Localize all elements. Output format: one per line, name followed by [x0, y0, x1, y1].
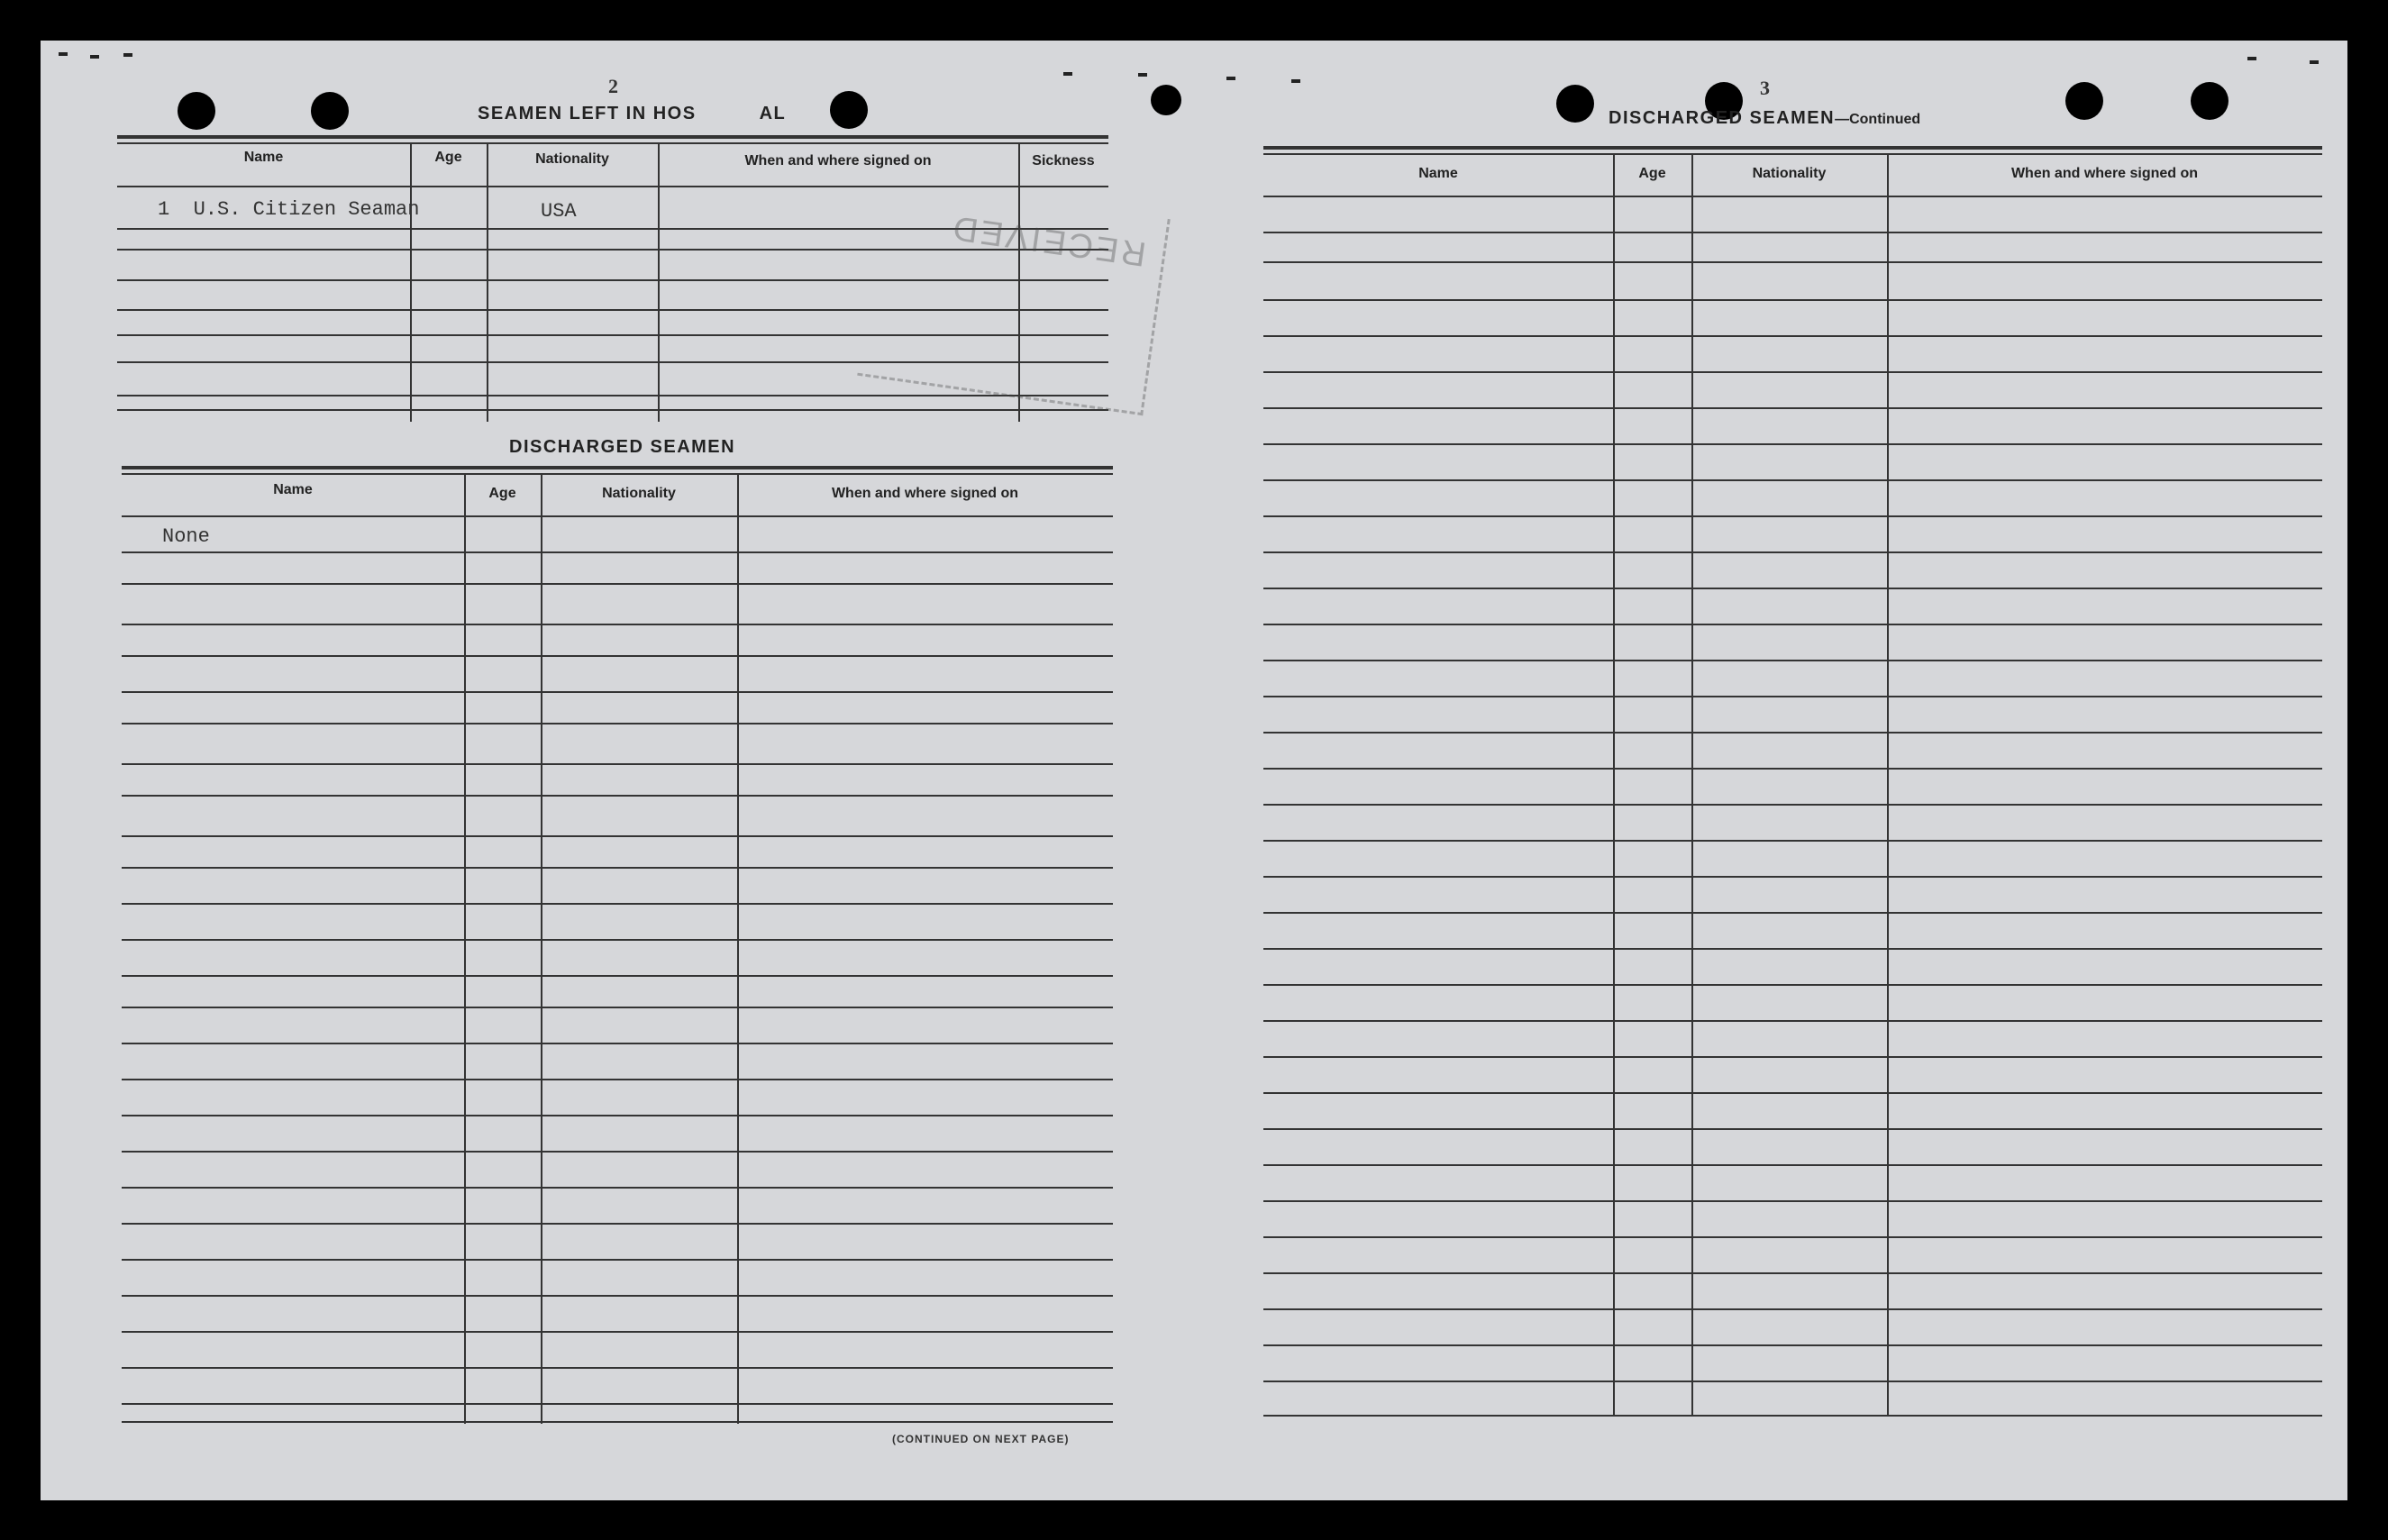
column-header-nationality: Nationality: [602, 486, 676, 501]
section-title-discharged-seamen: DISCHARGED SEAMEN: [509, 437, 736, 457]
punch-hole: [178, 92, 215, 130]
discharged-seamen-table: [122, 466, 1113, 1428]
column-header-age: Age: [1638, 166, 1666, 181]
received-stamp: RECEIVED: [857, 179, 1171, 415]
column-header-nationality: Nationality: [1752, 166, 1827, 181]
page-number: 2: [608, 75, 618, 97]
punch-hole: [1556, 85, 1594, 123]
table-row-nationality: USA: [541, 200, 577, 223]
section-title-discharged-seamen-continued: DISCHARGED SEAMEN—Continued: [1609, 108, 1921, 128]
page-number: 3: [1760, 77, 1770, 99]
punch-hole: [2191, 82, 2228, 120]
column-header-name: Name: [1418, 166, 1458, 181]
ledger-sheet: [41, 41, 2347, 1500]
punch-hole: [2065, 82, 2103, 120]
column-header-sickness: Sickness: [1032, 153, 1095, 169]
column-header-name: Name: [273, 482, 313, 497]
column-header-age: Age: [488, 486, 516, 501]
punch-hole: [830, 91, 868, 129]
discharged-seamen-continued-table: [1263, 146, 2322, 1421]
punch-hole: [311, 92, 349, 130]
punch-hole: [1151, 85, 1181, 115]
table-row-name: 1 U.S. Citizen Seaman: [158, 198, 420, 221]
column-header-signed-on: When and where signed on: [831, 486, 1019, 501]
column-header-age: Age: [434, 150, 462, 165]
column-header-signed-on: When and where signed on: [2010, 166, 2199, 181]
section-title-seamen-left-in-hospital: SEAMEN LEFT IN HOS AL: [478, 104, 787, 123]
continued-note: (CONTINUED ON NEXT PAGE): [892, 1433, 1070, 1445]
column-header-signed-on: When and where signed on: [744, 153, 932, 169]
table-row-name: None: [162, 525, 210, 548]
column-header-nationality: Nationality: [535, 151, 609, 167]
column-header-name: Name: [243, 150, 284, 165]
